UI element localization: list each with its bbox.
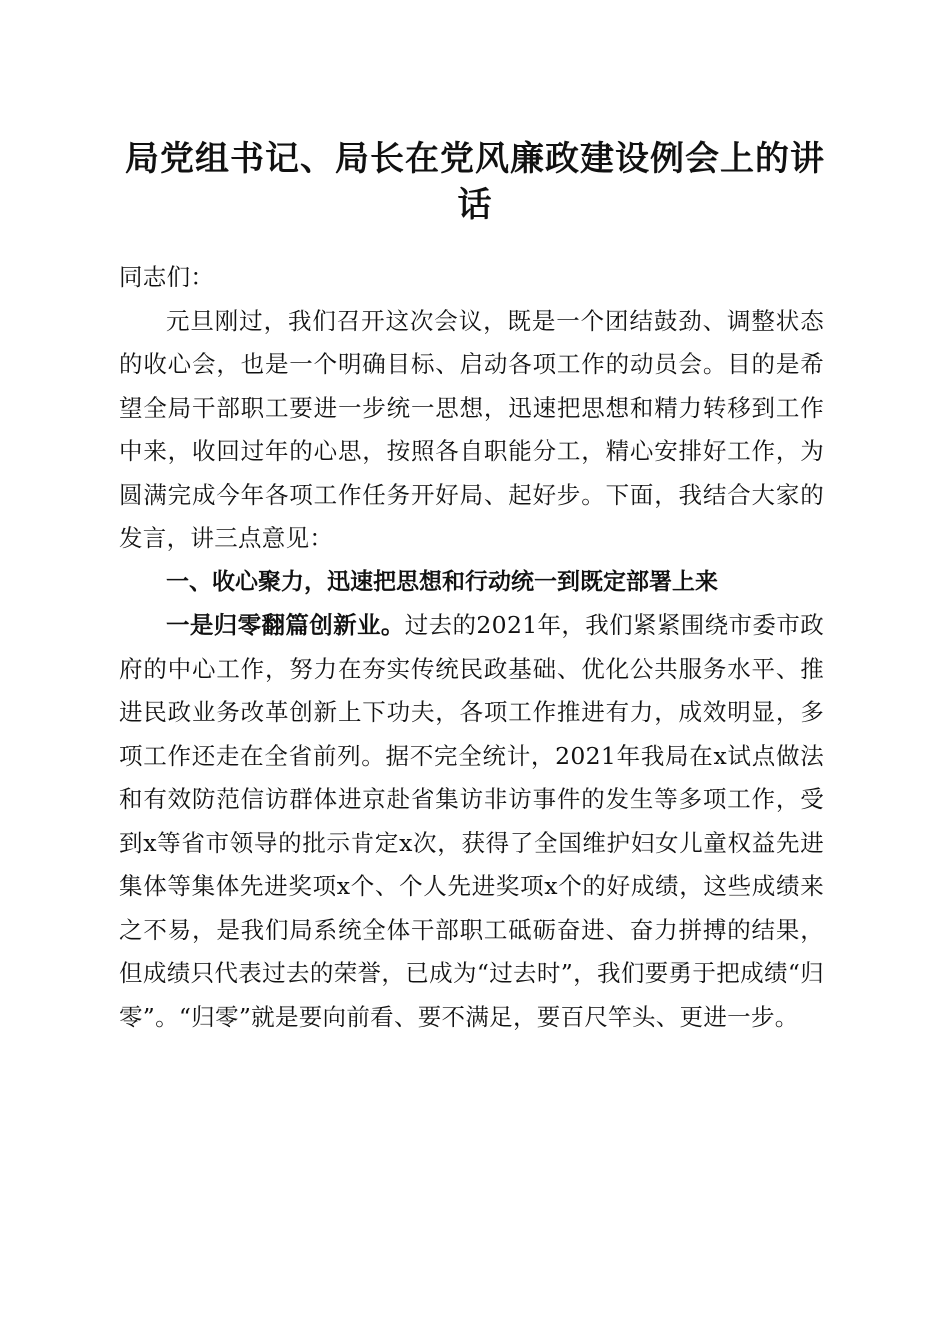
point-lead-1: 一是归零翻篇创新业。 <box>166 611 405 639</box>
point-paragraph-1 <box>119 604 824 1039</box>
point-text-1: 过去的2021年，我们紧紧围绕市委市政府的中心工作，努力在夯实传统民政基础、优化公共服务水平、推进民政业务改革创新上下功夫，各项工作推进有力，成效明显，多项工作还走在全省前列。据不完全统计，2021年我局在x试点做法和有效防范信访群体进京赴省集访非访事件的发生等多项工作，受到x等省市领导的批示肯定x次，获得了全国维护妇女儿童权益先进集体等集体先进奖项x个、个人先进奖项x个的好成绩，这些成绩来之不易，是我们局系统全体干部职工砥砺奋进、奋力拼搏的结果，但成绩只代表过去的荣誉，已成为“过去时”，我们要勇于把成绩“归零”。“归零”就是要向前看、要不满足，要百尺竿头、更进一步。 <box>119 611 824 1031</box>
document-title: 局党组书记、局长在党风廉政建设例会上的讲话 <box>125 139 825 225</box>
section-heading-1: 一、收心聚力，迅速把思想和行动统一到既定部署上来 <box>166 568 718 595</box>
document-body <box>119 256 824 1039</box>
intro-paragraph: 元旦刚过，我们召开这次会议，既是一个团结鼓劲、调整状态的收心会，也是一个明确目标、启动各项工作的动员会。目的是希望全局干部职工要进一步统一思想，迅速把思想和精力转移到工作中来，收回过年的心思，按照各自职能分工，精心安排好工作，为圆满完成今年各项工作任务开好局、起好步。下面，我结合大家的发言，讲三点意见： <box>119 306 824 552</box>
salutation: 同志们： <box>119 263 215 291</box>
